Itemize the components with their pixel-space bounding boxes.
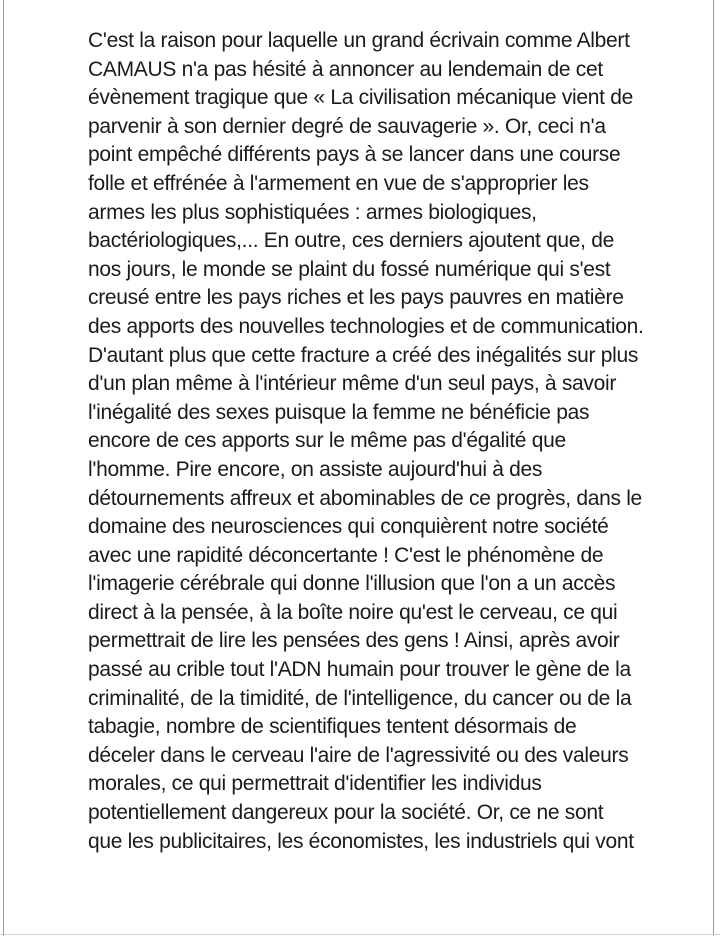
text-line: l'homme. Pire encore, on assiste aujourd'hui à des <box>88 457 543 481</box>
text-line: que les publicitaires, les économistes, les industriels qui vont <box>88 829 634 853</box>
text-line: nos jours, le monde se plaint du fossé numérique qui s'est <box>88 257 611 281</box>
paragraph-text-block <box>88 27 654 856</box>
text-line: criminalité, de la timidité, de l'intelligence, du cancer ou de la <box>88 686 632 710</box>
text-line: passé au crible tout l'ADN humain pour trouver le gène de la <box>88 658 631 682</box>
text-line: évènement tragique que « La civilisation mécanique vient de <box>88 86 633 110</box>
text-line: domaine des neurosciences qui conquièrent notre société <box>88 515 609 539</box>
text-line: permettrait de lire les pensées des gens ! Ainsi, après avoir <box>88 629 620 653</box>
text-line: déceler dans le cerveau l'aire de l'agressivité ou des valeurs <box>88 743 629 767</box>
text-line: armes les plus sophistiquées : armes biologiques, <box>88 200 537 224</box>
text-line: potentiellement dangereux pour la société. Or, ce ne sont <box>88 801 604 825</box>
text-line: point empêché différents pays à se lancer dans une course <box>88 143 621 167</box>
text-line: des apports des nouvelles technologies et de communication. <box>88 314 644 338</box>
page-right-edge-line <box>713 0 714 936</box>
text-line: encore de ces apports sur le même pas d'égalité que <box>88 429 566 453</box>
text-line: direct à la pensée, à la boîte noire qu'est le cerveau, ce qui <box>88 600 618 624</box>
text-line: l'imagerie cérébrale qui donne l'illusion que l'on a un accès <box>88 572 616 596</box>
text-line: creusé entre les pays riches et les pays pauvres en matière <box>88 286 624 310</box>
page-bottom-edge-line <box>0 934 720 935</box>
text-line: folle et effrénée à l'armement en vue de s'approprier les <box>88 171 589 195</box>
text-line: détournements affreux et abominables de ce progrès, dans le <box>88 486 642 510</box>
text-line: parvenir à son dernier degré de sauvagerie ». Or, ceci n'a <box>88 114 606 138</box>
text-line: tabagie, nombre de scientifiques tentent désormais de <box>88 715 577 739</box>
text-line: d'un plan même à l'intérieur même d'un seul pays, à savoir <box>88 372 617 396</box>
text-line: CAMAUS n'a pas hésité à annoncer au lendemain de cet <box>88 57 603 81</box>
text-line: D'autant plus que cette fracture a créé des inégalités sur plus <box>88 343 639 367</box>
text-line: bactériologiques,... En outre, ces derniers ajoutent que, de <box>88 229 615 253</box>
page-left-edge-line <box>3 0 4 936</box>
text-line: avec une rapidité déconcertante ! C'est le phénomène de <box>88 543 604 567</box>
text-line: morales, ce qui permettrait d'identifier les individus <box>88 772 542 796</box>
text-line: C'est la raison pour laquelle un grand écrivain comme Albert <box>88 29 630 52</box>
text-line: l'inégalité des sexes puisque la femme ne bénéficie pas <box>88 400 590 424</box>
